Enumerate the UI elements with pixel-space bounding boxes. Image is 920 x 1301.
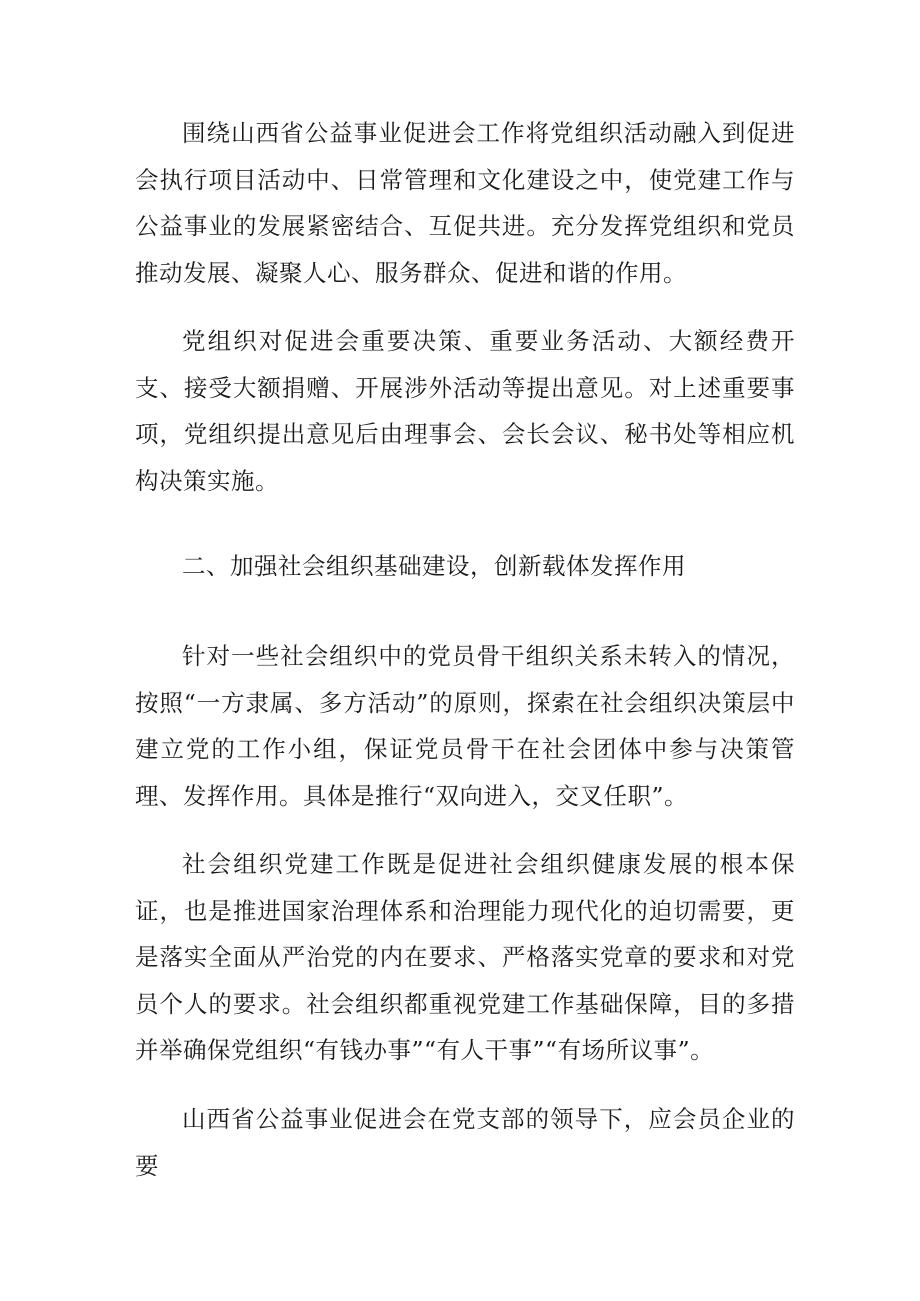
paragraph-party-activity-integration: 围绕山西省公益事业促进会工作将党组织活动融入到促进会执行项目活动中、日常管理和文化建设之中，使党建工作与公益事业的发展紧密结合、互促共进。充分发挥党组织和党员推动发展、凝聚人心、服务群众、促进和谐的作用。 [135, 119, 795, 287]
section-heading: 二、加强社会组织基础建设，创新载体发挥作用 [182, 552, 686, 580]
paragraph-party-building-importance: 社会组织党建工作既是促进社会组织健康发展的根本保证，也是推进国家治理体系和治理能力现代化的迫切需要，更是落实全面从严治党的内在要求、严格落实党章的要求和对党员个人的要求。社会组织都重视党建工作基础保障，目的多措并举确保党组织“有钱办事”“有人干事”“有场所议事”。 [135, 850, 795, 1064]
paragraph-party-work-groups: 针对一些社会组织中的党员骨干组织关系未转入的情况，按照“一方隶属、多方活动”的原则，探索在社会组织决策层中建立党的工作小组，保证党员骨干在社会团体中参与决策管理、发挥作用。具体是推行“双向进入，交叉任职”。 [135, 642, 795, 810]
paragraph-promotion-association: 山西省公益事业促进会在党支部的领导下，应会员企业的要 [135, 1105, 795, 1180]
paragraph-party-opinions-on-decisions: 党组织对促进会重要决策、重要业务活动、大额经费开支、接受大额捐赠、开展涉外活动等提出意见。对上述重要事项，党组织提出意见后由理事会、会长会议、秘书处等相应机构决策实施。 [135, 327, 795, 495]
